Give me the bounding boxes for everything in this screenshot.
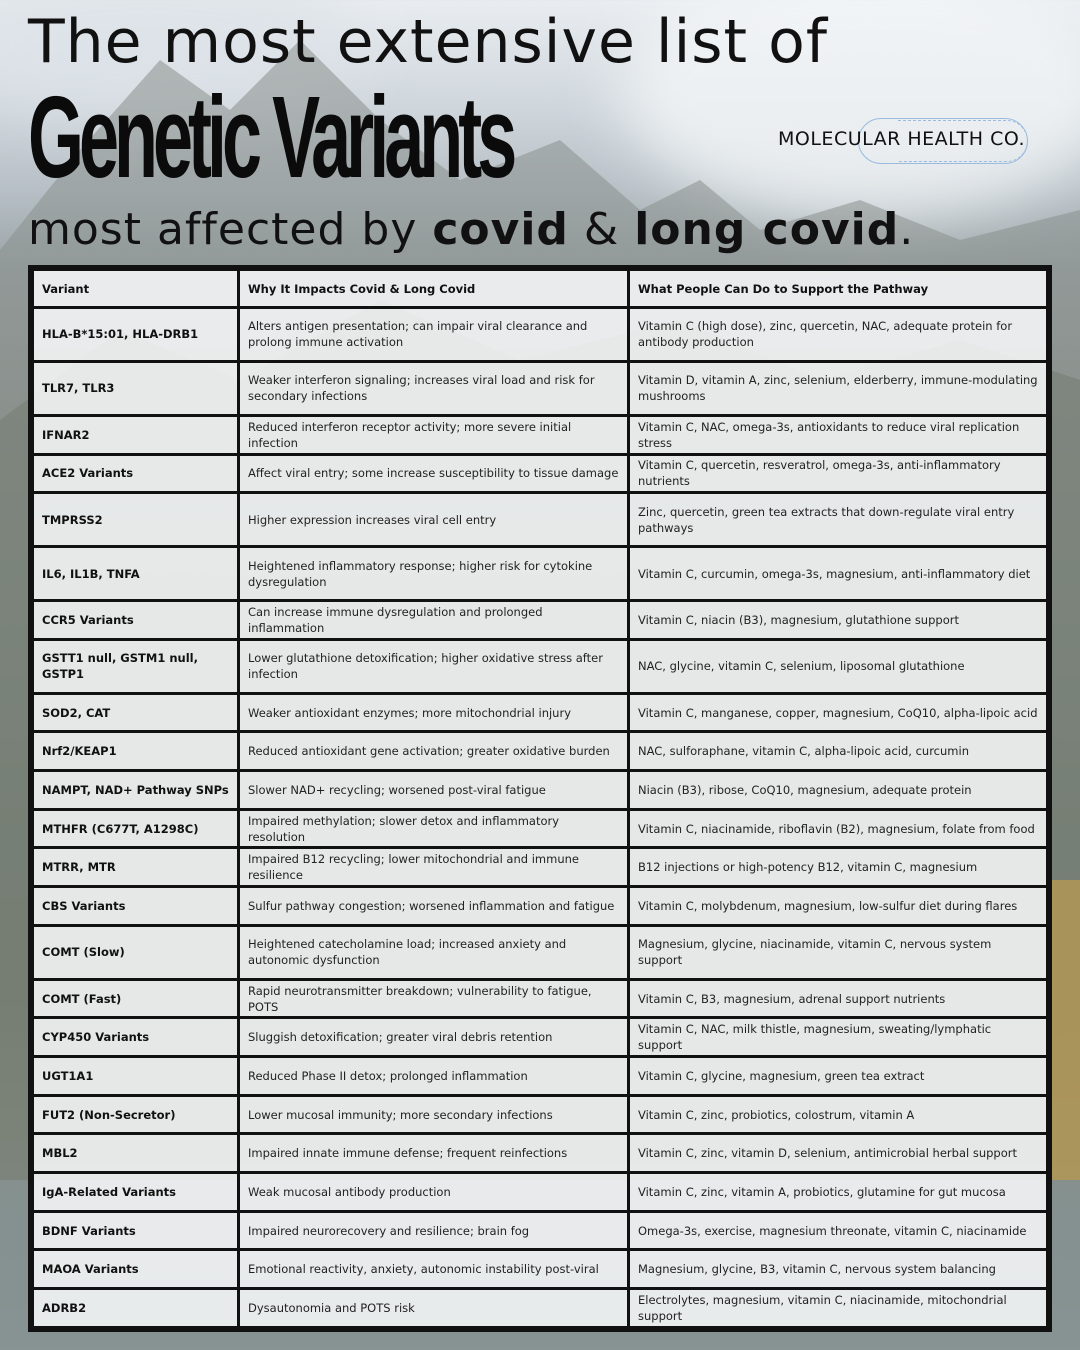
table-row xyxy=(33,493,1048,547)
cell-variant: IL6, IL1B, TNFA xyxy=(33,547,239,601)
table-row xyxy=(33,979,1048,1018)
cell-impact: Impaired methylation; slower detox and inflammatory resolution xyxy=(239,809,629,848)
cell-support: Vitamin C, manganese, copper, magnesium, CoQ10, alpha-lipoic acid xyxy=(629,693,1048,732)
variants-table xyxy=(28,265,1052,1332)
cell-variant: CBS Variants xyxy=(33,887,239,926)
cell-impact: Emotional reactivity, anxiety, autonomic instability post-viral xyxy=(239,1250,629,1289)
cell-support: Vitamin C, zinc, probiotics, colostrum, vitamin A xyxy=(629,1095,1048,1134)
table-row xyxy=(33,1018,1048,1057)
cell-variant: MTRR, MTR xyxy=(33,848,239,887)
cell-variant: IFNAR2 xyxy=(33,415,239,454)
cell-variant: IgA-Related Variants xyxy=(33,1173,239,1212)
cell-impact: Weak mucosal antibody production xyxy=(239,1173,629,1212)
cell-impact: Alters antigen presentation; can impair viral clearance and prolong immune activation xyxy=(239,308,629,362)
column-header-support: What People Can Do to Support the Pathway xyxy=(629,270,1048,308)
cell-support: Magnesium, glycine, niacinamide, vitamin C, nervous system support xyxy=(629,925,1048,979)
cell-support: NAC, sulforaphane, vitamin C, alpha-lipoic acid, curcumin xyxy=(629,732,1048,771)
table-row xyxy=(33,1095,1048,1134)
cell-support: B12 injections or high-potency B12, vitamin C, magnesium xyxy=(629,848,1048,887)
table-row xyxy=(33,454,1048,493)
headline-line-1: The most extensive list of xyxy=(28,7,828,77)
table-row xyxy=(33,639,1048,693)
cell-impact: Weaker interferon signaling; increases viral load and risk for secondary infections xyxy=(239,361,629,415)
table-row xyxy=(33,547,1048,601)
table-row xyxy=(33,693,1048,732)
cell-variant: COMT (Fast) xyxy=(33,979,239,1018)
cell-variant: ADRB2 xyxy=(33,1289,239,1328)
table-row xyxy=(33,1211,1048,1250)
table-row xyxy=(33,361,1048,415)
table-body xyxy=(33,308,1048,1328)
headline-prefix: most affected by xyxy=(28,204,433,255)
cell-impact: Reduced Phase II detox; prolonged inflammation xyxy=(239,1057,629,1096)
cell-impact: Impaired neurorecovery and resilience; brain fog xyxy=(239,1211,629,1250)
cell-support: Vitamin C, B3, magnesium, adrenal support nutrients xyxy=(629,979,1048,1018)
table-row xyxy=(33,771,1048,810)
table-row xyxy=(33,925,1048,979)
brand-logo xyxy=(778,118,1048,168)
table-row xyxy=(33,848,1048,887)
headline-ampersand: & xyxy=(568,204,635,255)
cell-support: Omega-3s, exercise, magnesium threonate, vitamin C, niacinamide xyxy=(629,1211,1048,1250)
cell-impact: Reduced antioxidant gene activation; greater oxidative burden xyxy=(239,732,629,771)
cell-support: Magnesium, glycine, B3, vitamin C, nervous system balancing xyxy=(629,1250,1048,1289)
cell-variant: CYP450 Variants xyxy=(33,1018,239,1057)
column-header-impact: Why It Impacts Covid & Long Covid xyxy=(239,270,629,308)
cell-impact: Reduced interferon receptor activity; more severe initial infection xyxy=(239,415,629,454)
cell-support: Vitamin C, niacin (B3), magnesium, glutathione support xyxy=(629,601,1048,640)
brand-name: MOLECULAR HEALTH CO. xyxy=(778,128,1026,150)
cell-support: Vitamin C, molybdenum, magnesium, low-sulfur diet during flares xyxy=(629,887,1048,926)
cell-support: Vitamin C (high dose), zinc, quercetin, NAC, adequate protein for antibody production xyxy=(629,308,1048,362)
cell-support: Vitamin C, NAC, milk thistle, magnesium, sweating/lymphatic support xyxy=(629,1018,1048,1057)
cell-impact: Heightened inflammatory response; higher risk for cytokine dysregulation xyxy=(239,547,629,601)
cell-variant: Nrf2/KEAP1 xyxy=(33,732,239,771)
cell-impact: Slower NAD+ recycling; worsened post-viral fatigue xyxy=(239,771,629,810)
cell-variant: ACE2 Variants xyxy=(33,454,239,493)
cell-support: Vitamin C, NAC, omega-3s, antioxidants to reduce viral replication stress xyxy=(629,415,1048,454)
cell-variant: MBL2 xyxy=(33,1134,239,1173)
table-row xyxy=(33,809,1048,848)
cell-impact: Sulfur pathway congestion; worsened inflammation and fatigue xyxy=(239,887,629,926)
table-row xyxy=(33,732,1048,771)
cell-impact: Lower mucosal immunity; more secondary infections xyxy=(239,1095,629,1134)
cell-impact: Impaired innate immune defense; frequent reinfections xyxy=(239,1134,629,1173)
cell-variant: BDNF Variants xyxy=(33,1211,239,1250)
table-header-row xyxy=(33,270,1048,308)
table-row xyxy=(33,601,1048,640)
table-row xyxy=(33,308,1048,362)
table-row xyxy=(33,1134,1048,1173)
cell-variant: TMPRSS2 xyxy=(33,493,239,547)
cell-support: Electrolytes, magnesium, vitamin C, niacinamide, mitochondrial support xyxy=(629,1289,1048,1328)
cell-impact: Lower glutathione detoxification; higher oxidative stress after infection xyxy=(239,639,629,693)
cell-support: Vitamin C, zinc, vitamin A, probiotics, glutamine for gut mucosa xyxy=(629,1173,1048,1212)
cell-support: Zinc, quercetin, green tea extracts that down-regulate viral entry pathways xyxy=(629,493,1048,547)
cell-impact: Weaker antioxidant enzymes; more mitochondrial injury xyxy=(239,693,629,732)
headline-main-title: Genetic Variants xyxy=(28,72,513,202)
cell-impact: Impaired B12 recycling; lower mitochondrial and immune resilience xyxy=(239,848,629,887)
table-row xyxy=(33,887,1048,926)
cell-support: Vitamin C, niacinamide, riboflavin (B2), magnesium, folate from food xyxy=(629,809,1048,848)
table-row xyxy=(33,1250,1048,1289)
cell-support: Niacin (B3), ribose, CoQ10, magnesium, adequate protein xyxy=(629,771,1048,810)
column-header-variant: Variant xyxy=(33,270,239,308)
cell-variant: HLA-B*15:01, HLA-DRB1 xyxy=(33,308,239,362)
cell-variant: FUT2 (Non-Secretor) xyxy=(33,1095,239,1134)
cell-support: Vitamin C, curcumin, omega-3s, magnesium, anti-inflammatory diet xyxy=(629,547,1048,601)
cell-variant: MAOA Variants xyxy=(33,1250,239,1289)
headline-period: . xyxy=(899,204,915,255)
table-row xyxy=(33,1173,1048,1212)
cell-impact: Rapid neurotransmitter breakdown; vulnerability to fatigue, POTS xyxy=(239,979,629,1018)
table-row xyxy=(33,415,1048,454)
cell-variant: GSTT1 null, GSTM1 null, GSTP1 xyxy=(33,639,239,693)
headline-bold-covid: covid xyxy=(432,204,569,255)
table-row xyxy=(33,1057,1048,1096)
headline-line-3 xyxy=(28,200,914,260)
cell-support: NAC, glycine, vitamin C, selenium, liposomal glutathione xyxy=(629,639,1048,693)
cell-impact: Affect viral entry; some increase susceptibility to tissue damage xyxy=(239,454,629,493)
cell-support: Vitamin C, glycine, magnesium, green tea extract xyxy=(629,1057,1048,1096)
cell-impact: Heightened catecholamine load; increased anxiety and autonomic dysfunction xyxy=(239,925,629,979)
cell-variant: MTHFR (C677T, A1298C) xyxy=(33,809,239,848)
cell-support: Vitamin C, quercetin, resveratrol, omega-3s, anti-inflammatory nutrients xyxy=(629,454,1048,493)
cell-impact: Dysautonomia and POTS risk xyxy=(239,1289,629,1328)
table-row xyxy=(33,1289,1048,1328)
cell-variant: CCR5 Variants xyxy=(33,601,239,640)
cell-variant: NAMPT, NAD+ Pathway SNPs xyxy=(33,771,239,810)
cell-support: Vitamin C, zinc, vitamin D, selenium, antimicrobial herbal support xyxy=(629,1134,1048,1173)
cell-impact: Can increase immune dysregulation and prolonged inflammation xyxy=(239,601,629,640)
cell-variant: COMT (Slow) xyxy=(33,925,239,979)
cell-impact: Higher expression increases viral cell entry xyxy=(239,493,629,547)
cell-variant: TLR7, TLR3 xyxy=(33,361,239,415)
cell-variant: UGT1A1 xyxy=(33,1057,239,1096)
cell-variant: SOD2, CAT xyxy=(33,693,239,732)
cell-impact: Sluggish detoxification; greater viral debris retention xyxy=(239,1018,629,1057)
headline-bold-long-covid: long covid xyxy=(634,204,900,255)
cell-support: Vitamin D, vitamin A, zinc, selenium, elderberry, immune-modulating mushrooms xyxy=(629,361,1048,415)
